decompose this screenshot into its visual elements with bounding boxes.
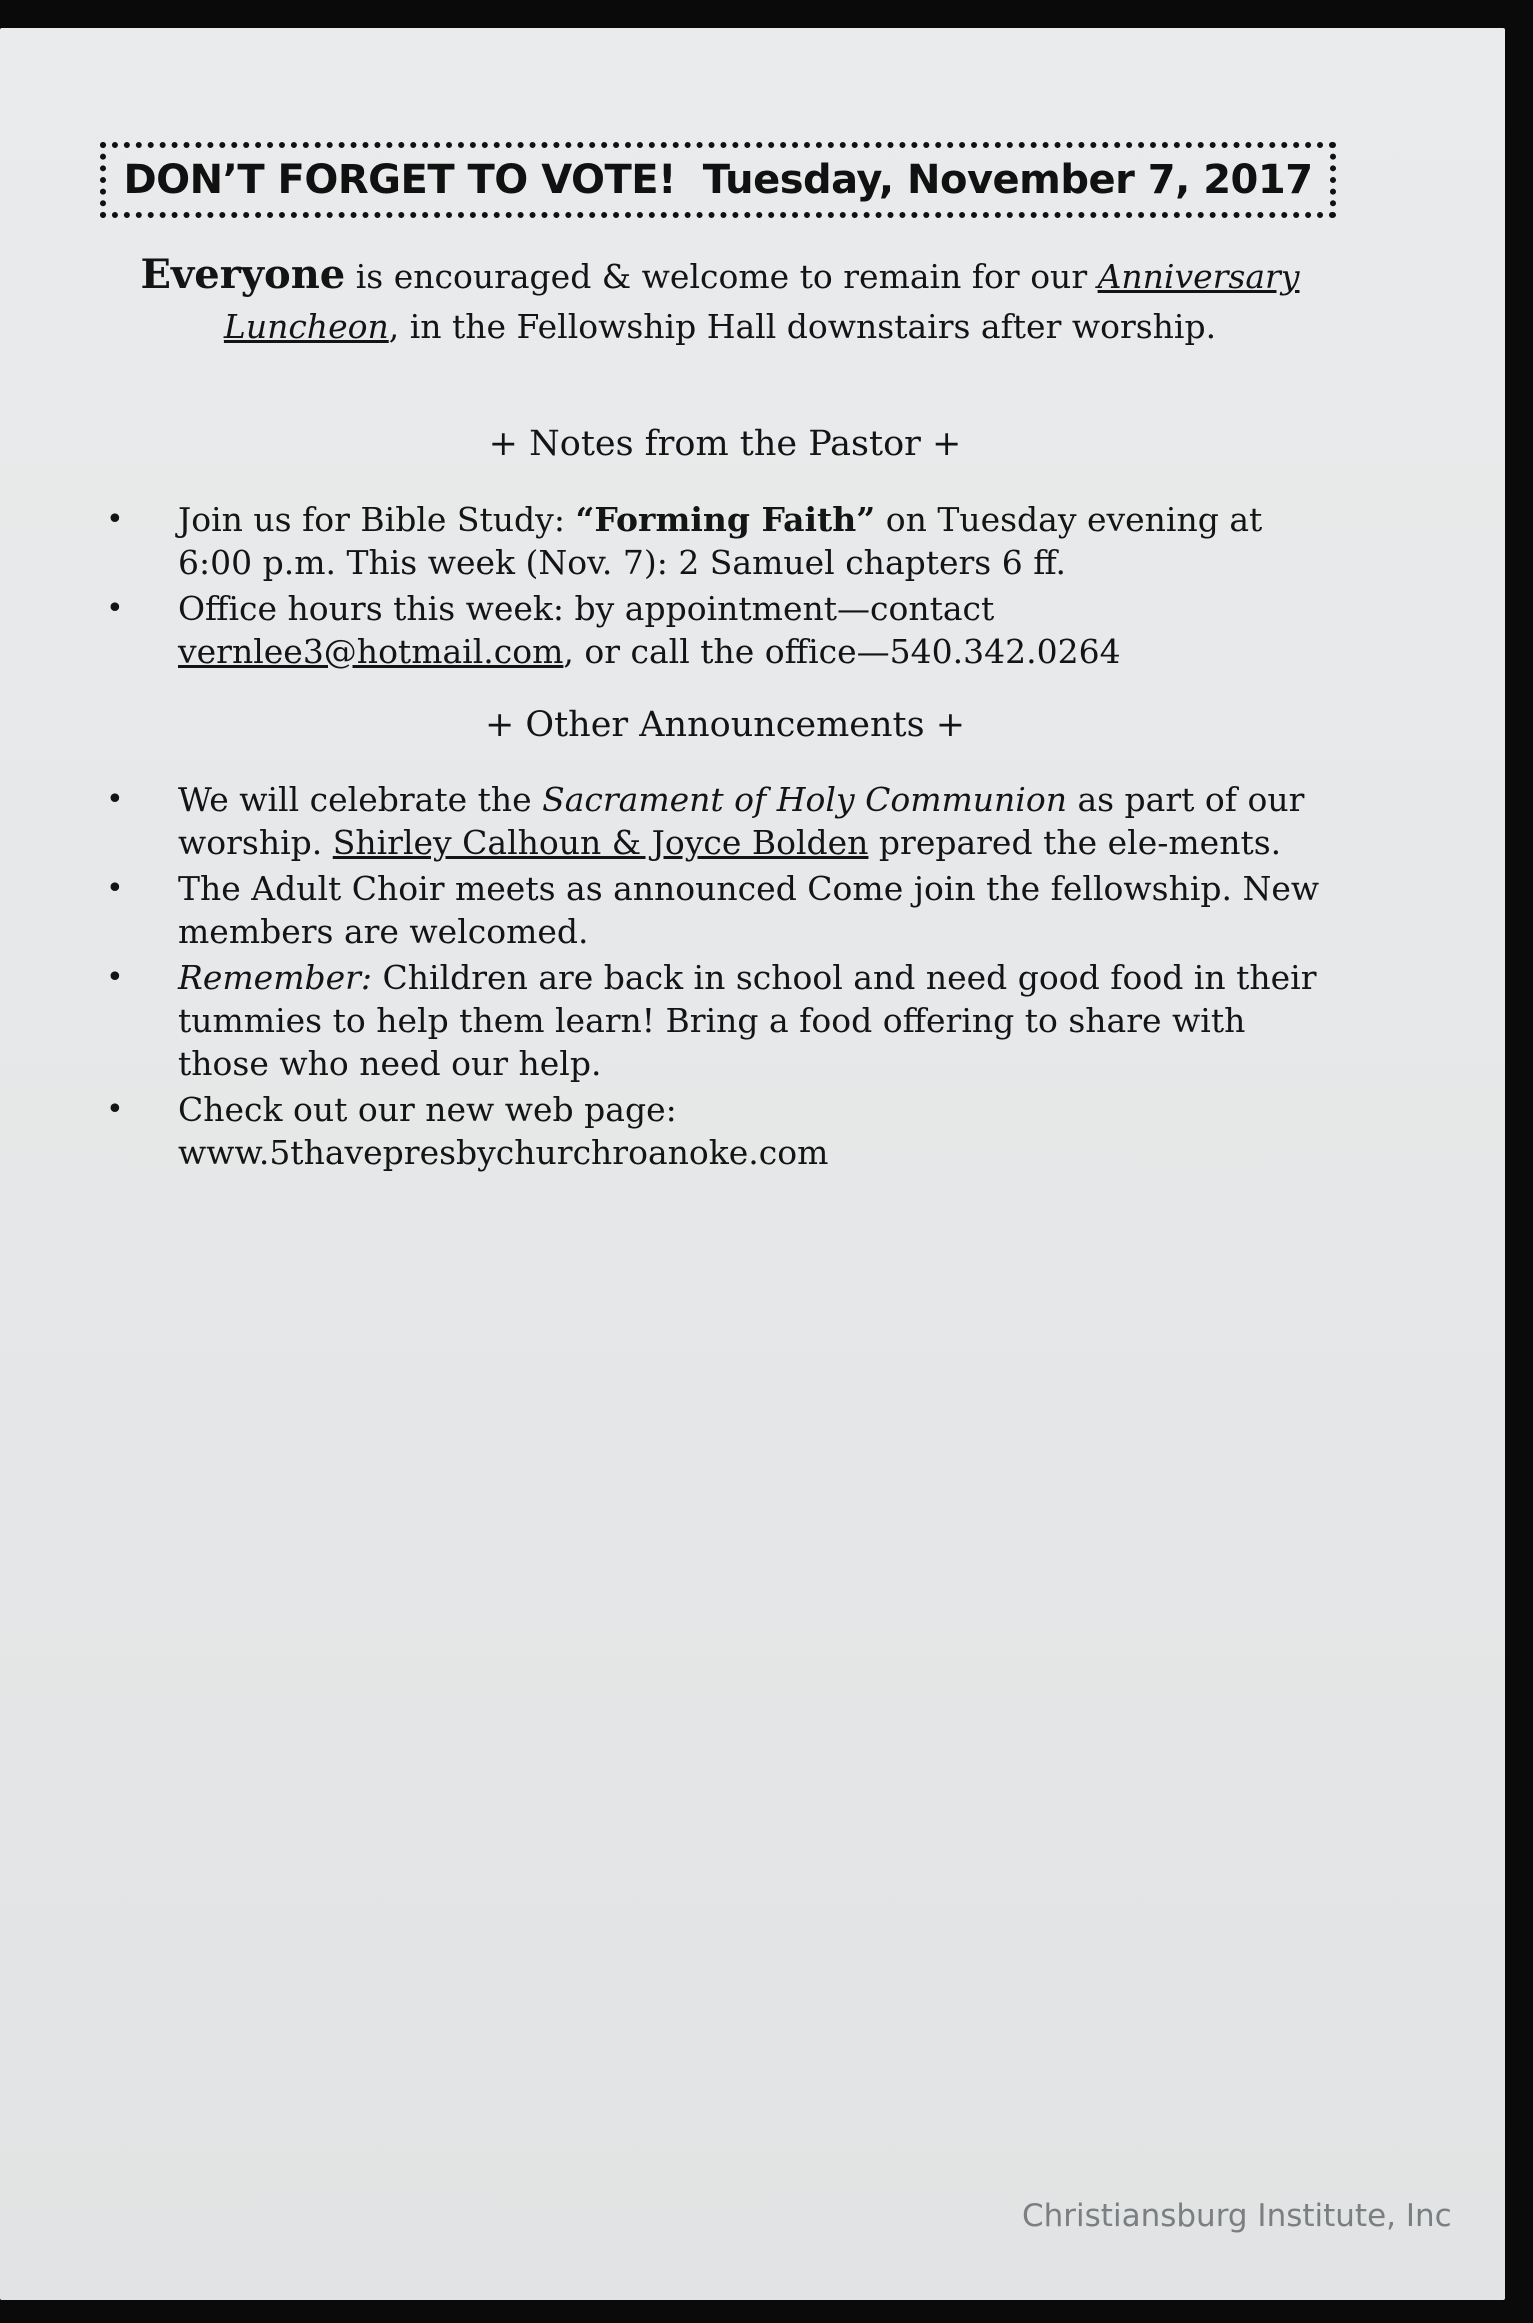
forming-faith-title: “Forming Faith” — [575, 500, 876, 539]
pastor-email-link[interactable]: vernlee3@hotmail.com — [178, 632, 564, 671]
bible-study-details: on Tuesday evening at 6:00 p.m. This week (Nov. 7): 2 Samuel chapters 6 ff. — [178, 500, 1263, 582]
food-offering-text: Children are back in school and need good food in their tummies to help them learn! Bring a food offering to share with those who need our help. — [178, 958, 1317, 1083]
list-item — [0, 498, 1328, 584]
office-hours-text: this week: by appointment—contact — [382, 589, 995, 628]
watermark: Christiansburg Institute, Inc — [1022, 2198, 1452, 2234]
bullet-icon: • — [106, 1092, 124, 1127]
intro-text-1: is encouraged & welcome to remain for our — [345, 257, 1098, 296]
vote-reminder-banner — [100, 142, 1336, 218]
web-page-text[interactable]: Check out our new web page: www.5thavepresbychurchroanoke.com — [178, 1090, 829, 1172]
intro-lead: Everyone — [140, 251, 346, 298]
banner-spacer — [676, 157, 703, 203]
communion-pre: We will celebrate the — [178, 780, 543, 819]
list-item — [0, 778, 1328, 864]
communion-mid: as part of our worship. — [178, 780, 1305, 862]
communion-post: prepared the ele-ments. — [868, 823, 1282, 862]
pastor-notes-heading: + Notes from the Pastor + — [488, 424, 962, 464]
announcements-list — [0, 778, 1328, 1177]
communion-preparers: Shirley Calhoun & Joyce Bolden — [332, 823, 869, 862]
bullet-icon: • — [106, 960, 124, 995]
list-item — [0, 587, 1328, 673]
list-item — [0, 1088, 1328, 1174]
intro-text-2: , in the Fellowship Hall downstairs after worship. — [388, 307, 1217, 346]
bible-study-label: Bible Study: — [360, 500, 565, 539]
bullet-icon: • — [106, 502, 124, 537]
office-phone-text: , or call the office—540.342.0264 — [563, 632, 1121, 671]
pastor-notes-list — [0, 498, 1328, 676]
list-item — [0, 956, 1328, 1085]
choir-text: The Adult Choir meets as announced Come join the fellowship. New members are welcomed. — [178, 869, 1320, 951]
luncheon-word: Luncheon — [223, 307, 389, 346]
bible-study-gap — [565, 500, 576, 539]
other-announcements-heading: + Other Announcements + — [484, 705, 966, 745]
bullet-icon: • — [106, 782, 124, 817]
bullet-icon: • — [106, 871, 124, 906]
anniversary-word: Anniversary — [1097, 257, 1300, 296]
office-hours-label: Office hours — [178, 589, 383, 628]
luncheon-invitation — [110, 250, 1330, 352]
vote-reminder-text: DON’T FORGET TO VOTE! — [123, 157, 676, 203]
bullet-icon: • — [106, 591, 124, 626]
communion-sacrament: Sacrament of Holy Communion — [542, 780, 1067, 819]
list-item — [0, 867, 1328, 953]
vote-date-text: Tuesday, November 7, 2017 — [702, 157, 1313, 203]
remember-label: Remember: — [178, 958, 373, 997]
bible-study-pre: Join us for — [178, 500, 361, 539]
